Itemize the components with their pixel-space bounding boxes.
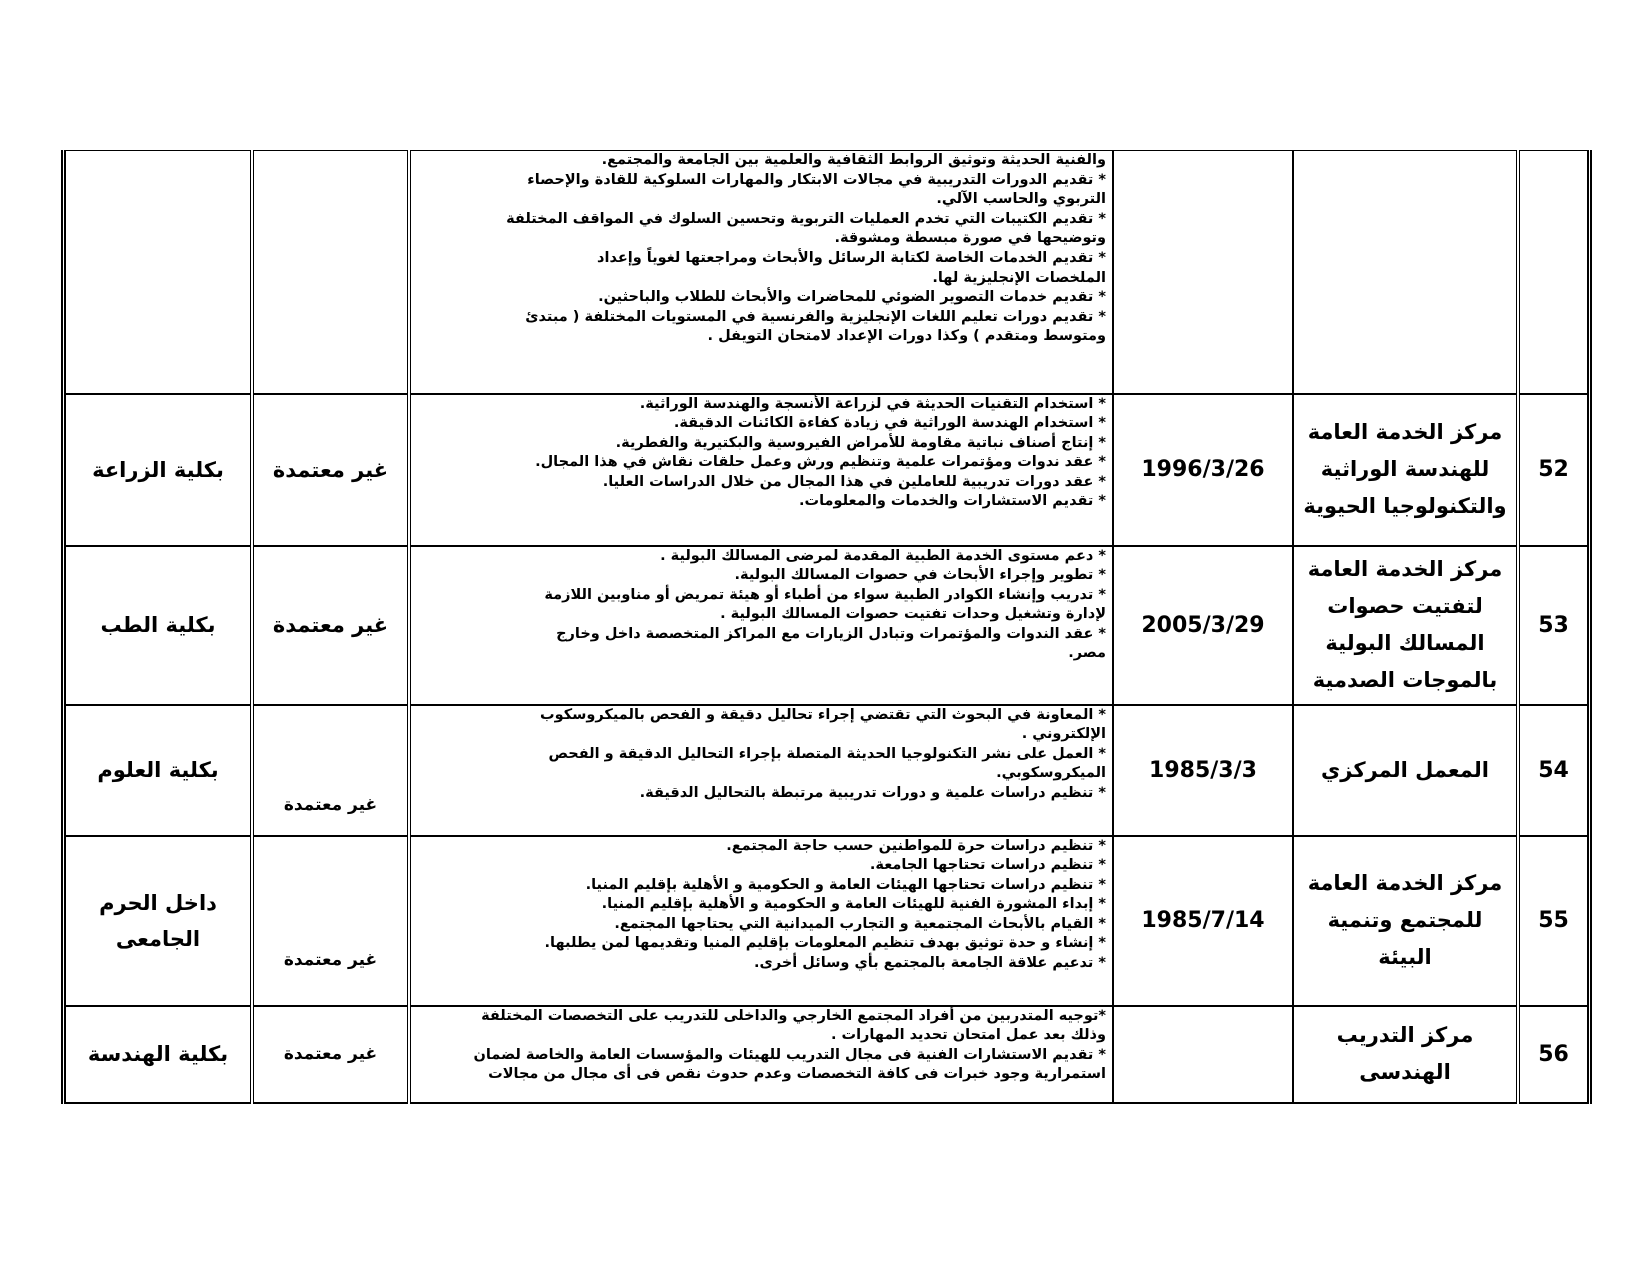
center-name: مركز الخدمة العامة للهندسة الوراثية والتكنولوجيا الحيوية bbox=[1293, 394, 1518, 546]
row-number: 54 bbox=[1518, 705, 1590, 836]
activity-line: * القيام بالأبحاث المجتمعية و التجارب الميدانية التي يحتاجها المجتمع. bbox=[614, 915, 1106, 932]
center-name bbox=[1293, 151, 1518, 394]
activity-line: * تطوير وإجراء الأبحاث في حصوات المسالك البولية. bbox=[734, 567, 1106, 584]
row-number bbox=[1518, 151, 1590, 394]
activity-line: * المعاونة في البحوث التي تقتضي إجراء تحاليل دقيقة و الفحص بالميكروسكوب bbox=[540, 706, 1106, 723]
location: بكلية الطب bbox=[64, 546, 253, 705]
activity-line: * تنظيم دراسات علمية و دورات تدريبية مرتبطة بالتحاليل الدقيقة. bbox=[639, 784, 1106, 801]
activity-line: * إنشاء و حدة توثيق بهدف تنظيم المعلومات بإقليم المنيا وتقديمها لمن يطلبها. bbox=[544, 935, 1106, 952]
accreditation-status: غير معتمدة bbox=[252, 1006, 409, 1103]
activity-line: * تقديم خدمات التصوير الضوئي للمحاضرات والأبحاث للطلاب والباحثين. bbox=[598, 289, 1106, 306]
table-row bbox=[64, 546, 1590, 705]
activities-cell bbox=[409, 1006, 1113, 1103]
activity-line: * عقد الندوات والمؤتمرات وتبادل الزيارات مع المراكز المتخصصة داخل وخارج bbox=[556, 625, 1106, 642]
activity-line: * العمل على نشر التكنولوجيا الحديثة المتصلة بإجراء التحاليل الدقيقة و الفحص bbox=[548, 745, 1106, 762]
establishment-date: 2005/3/29 bbox=[1113, 546, 1293, 705]
activity-line: الميكروسكوبي. bbox=[996, 765, 1106, 782]
activities-cell bbox=[409, 705, 1113, 836]
establishment-date bbox=[1113, 151, 1293, 394]
activity-line: * تقديم الاستشارات الفنية فى مجال التدريب للهيئات والمؤسسات العامة والخاصة لضمان bbox=[473, 1046, 1106, 1063]
center-name: المعمل المركزي bbox=[1293, 705, 1518, 836]
activity-line: الملخصات الإنجليزية لها. bbox=[932, 269, 1106, 286]
location: بكلية الهندسة bbox=[64, 1006, 253, 1103]
row-number: 55 bbox=[1518, 836, 1590, 1006]
activity-line: * تنظيم دراسات تحتاجها الهيئات العامة و الحكومية و الأهلية بإقليم المنيا. bbox=[585, 876, 1106, 893]
accreditation-status bbox=[252, 151, 409, 394]
activity-line: استمرارية وجود خبرات فى كافة التخصصات وعدم حدوث نقص فى أى مجال من مجالات bbox=[488, 1066, 1106, 1083]
activity-line: * عقد دورات تدريبية للعاملين في هذا المجال من خلال الدراسات العليا. bbox=[602, 473, 1106, 490]
activity-line: * تقديم الاستشارات والخدمات والمعلومات. bbox=[799, 493, 1106, 510]
accreditation-status: غير معتمدة bbox=[252, 705, 409, 836]
activity-line: * تنظيم دراسات حرة للمواطنين حسب حاجة المجتمع. bbox=[726, 837, 1106, 854]
accreditation-status: غير معتمدة bbox=[252, 836, 409, 1006]
activity-line: * تقديم دورات تعليم اللغات الإنجليزية والفرنسية في المستويات المختلفة ( مبتدئ bbox=[525, 308, 1106, 325]
activities-cell bbox=[409, 394, 1113, 546]
table-row bbox=[64, 1006, 1590, 1103]
establishment-date: 1985/3/3 bbox=[1113, 705, 1293, 836]
activity-line: ومتوسط ومتقدم ) وكذا دورات الإعداد لامتحان التويفل . bbox=[707, 328, 1106, 345]
row-number: 53 bbox=[1518, 546, 1590, 705]
center-name: مركز التدريب الهندسى bbox=[1293, 1006, 1518, 1103]
activity-line: التربوي والحاسب الآلي. bbox=[936, 191, 1106, 208]
activity-line: * إنتاج أصناف نباتية مقاومة للأمراض الفيروسية والبكتيرية والفطرية. bbox=[615, 434, 1106, 451]
activities-cell bbox=[409, 836, 1113, 1006]
activity-line: الإلكتروني . bbox=[1021, 726, 1106, 743]
activity-line: * تدريب وإنشاء الكوادر الطبية سواء من أطباء أو هيئة تمريض أو مناوبين اللازمة bbox=[544, 586, 1106, 603]
center-name: مركز الخدمة العامة للمجتمع وتنمية البيئة bbox=[1293, 836, 1518, 1006]
establishment-date: 1996/3/26 bbox=[1113, 394, 1293, 546]
activity-line: *توجيه المتدربين من أفراد المجتمع الخارجي والداخلى للتدريب على التخصصات المختلفة bbox=[481, 1007, 1106, 1024]
activity-line: * تقديم الخدمات الخاصة لكتابة الرسائل والأبحاث ومراجعتها لغوياً وإعداد bbox=[597, 249, 1106, 266]
accreditation-status: غير معتمدة bbox=[252, 394, 409, 546]
table-row bbox=[64, 394, 1590, 546]
activity-line: * تقديم الدورات التدريبية في مجالات الابتكار والمهارات السلوكية للقادة والإحصاء bbox=[527, 171, 1106, 188]
activity-line: لإدارة وتشغيل وحدات تفتيت حصوات المسالك البولية . bbox=[720, 606, 1106, 623]
location: بكلية الزراعة bbox=[64, 394, 253, 546]
activity-line: * استخدام التقنيات الحديثة في لزراعة الأنسجة والهندسة الوراثية. bbox=[639, 395, 1106, 412]
activity-line: * تنظيم دراسات تحتاجها الجامعة. bbox=[869, 857, 1106, 874]
location: بكلية العلوم bbox=[64, 705, 253, 836]
accreditation-status: غير معتمدة bbox=[252, 546, 409, 705]
establishment-date bbox=[1113, 1006, 1293, 1103]
table-row bbox=[64, 836, 1590, 1006]
activity-line: * استخدام الهندسة الوراثية في زيادة كفاءة الكائنات الدقيقة. bbox=[673, 415, 1106, 432]
activity-line: * دعم مستوى الخدمة الطبية المقدمة لمرضى المسالك البولية . bbox=[660, 547, 1106, 564]
activities-cell bbox=[409, 151, 1113, 394]
table-row bbox=[64, 705, 1590, 836]
activity-line: * تقديم الكتيبات التي تخدم العمليات التربوية وتحسين السلوك في المواقف المختلفة bbox=[506, 210, 1106, 227]
row-number: 52 bbox=[1518, 394, 1590, 546]
establishment-date: 1985/7/14 bbox=[1113, 836, 1293, 1006]
center-name: مركز الخدمة العامة لتفتيت حصوات المسالك البولية بالموجات الصدمية bbox=[1293, 546, 1518, 705]
location: داخل الحرم الجامعى bbox=[64, 836, 253, 1006]
table-row bbox=[64, 151, 1590, 394]
activity-line: وتوضيحها في صورة مبسطة ومشوقة. bbox=[834, 230, 1106, 247]
location bbox=[64, 151, 253, 394]
activity-line: والفنية الحديثة وتوثيق الروابط الثقافية والعلمية بين الجامعة والمجتمع. bbox=[601, 152, 1106, 168]
activity-line: مصر. bbox=[1068, 645, 1106, 662]
activity-line: * عقد ندوات ومؤتمرات علمية وتنظيم ورش وعمل حلقات نقاش في هذا المجال. bbox=[535, 454, 1106, 471]
activities-cell bbox=[409, 546, 1113, 705]
row-number: 56 bbox=[1518, 1006, 1590, 1103]
centers-table bbox=[61, 150, 1592, 1104]
activity-line: وذلك بعد عمل امتحان تحديد المهارات . bbox=[830, 1027, 1106, 1044]
activity-line: * تدعيم علاقة الجامعة بالمجتمع بأي وسائل أخرى. bbox=[754, 955, 1106, 972]
activity-line: * إبداء المشورة الفنية للهيئات العامة و الحكومية و الأهلية بإقليم المنيا. bbox=[601, 896, 1106, 913]
